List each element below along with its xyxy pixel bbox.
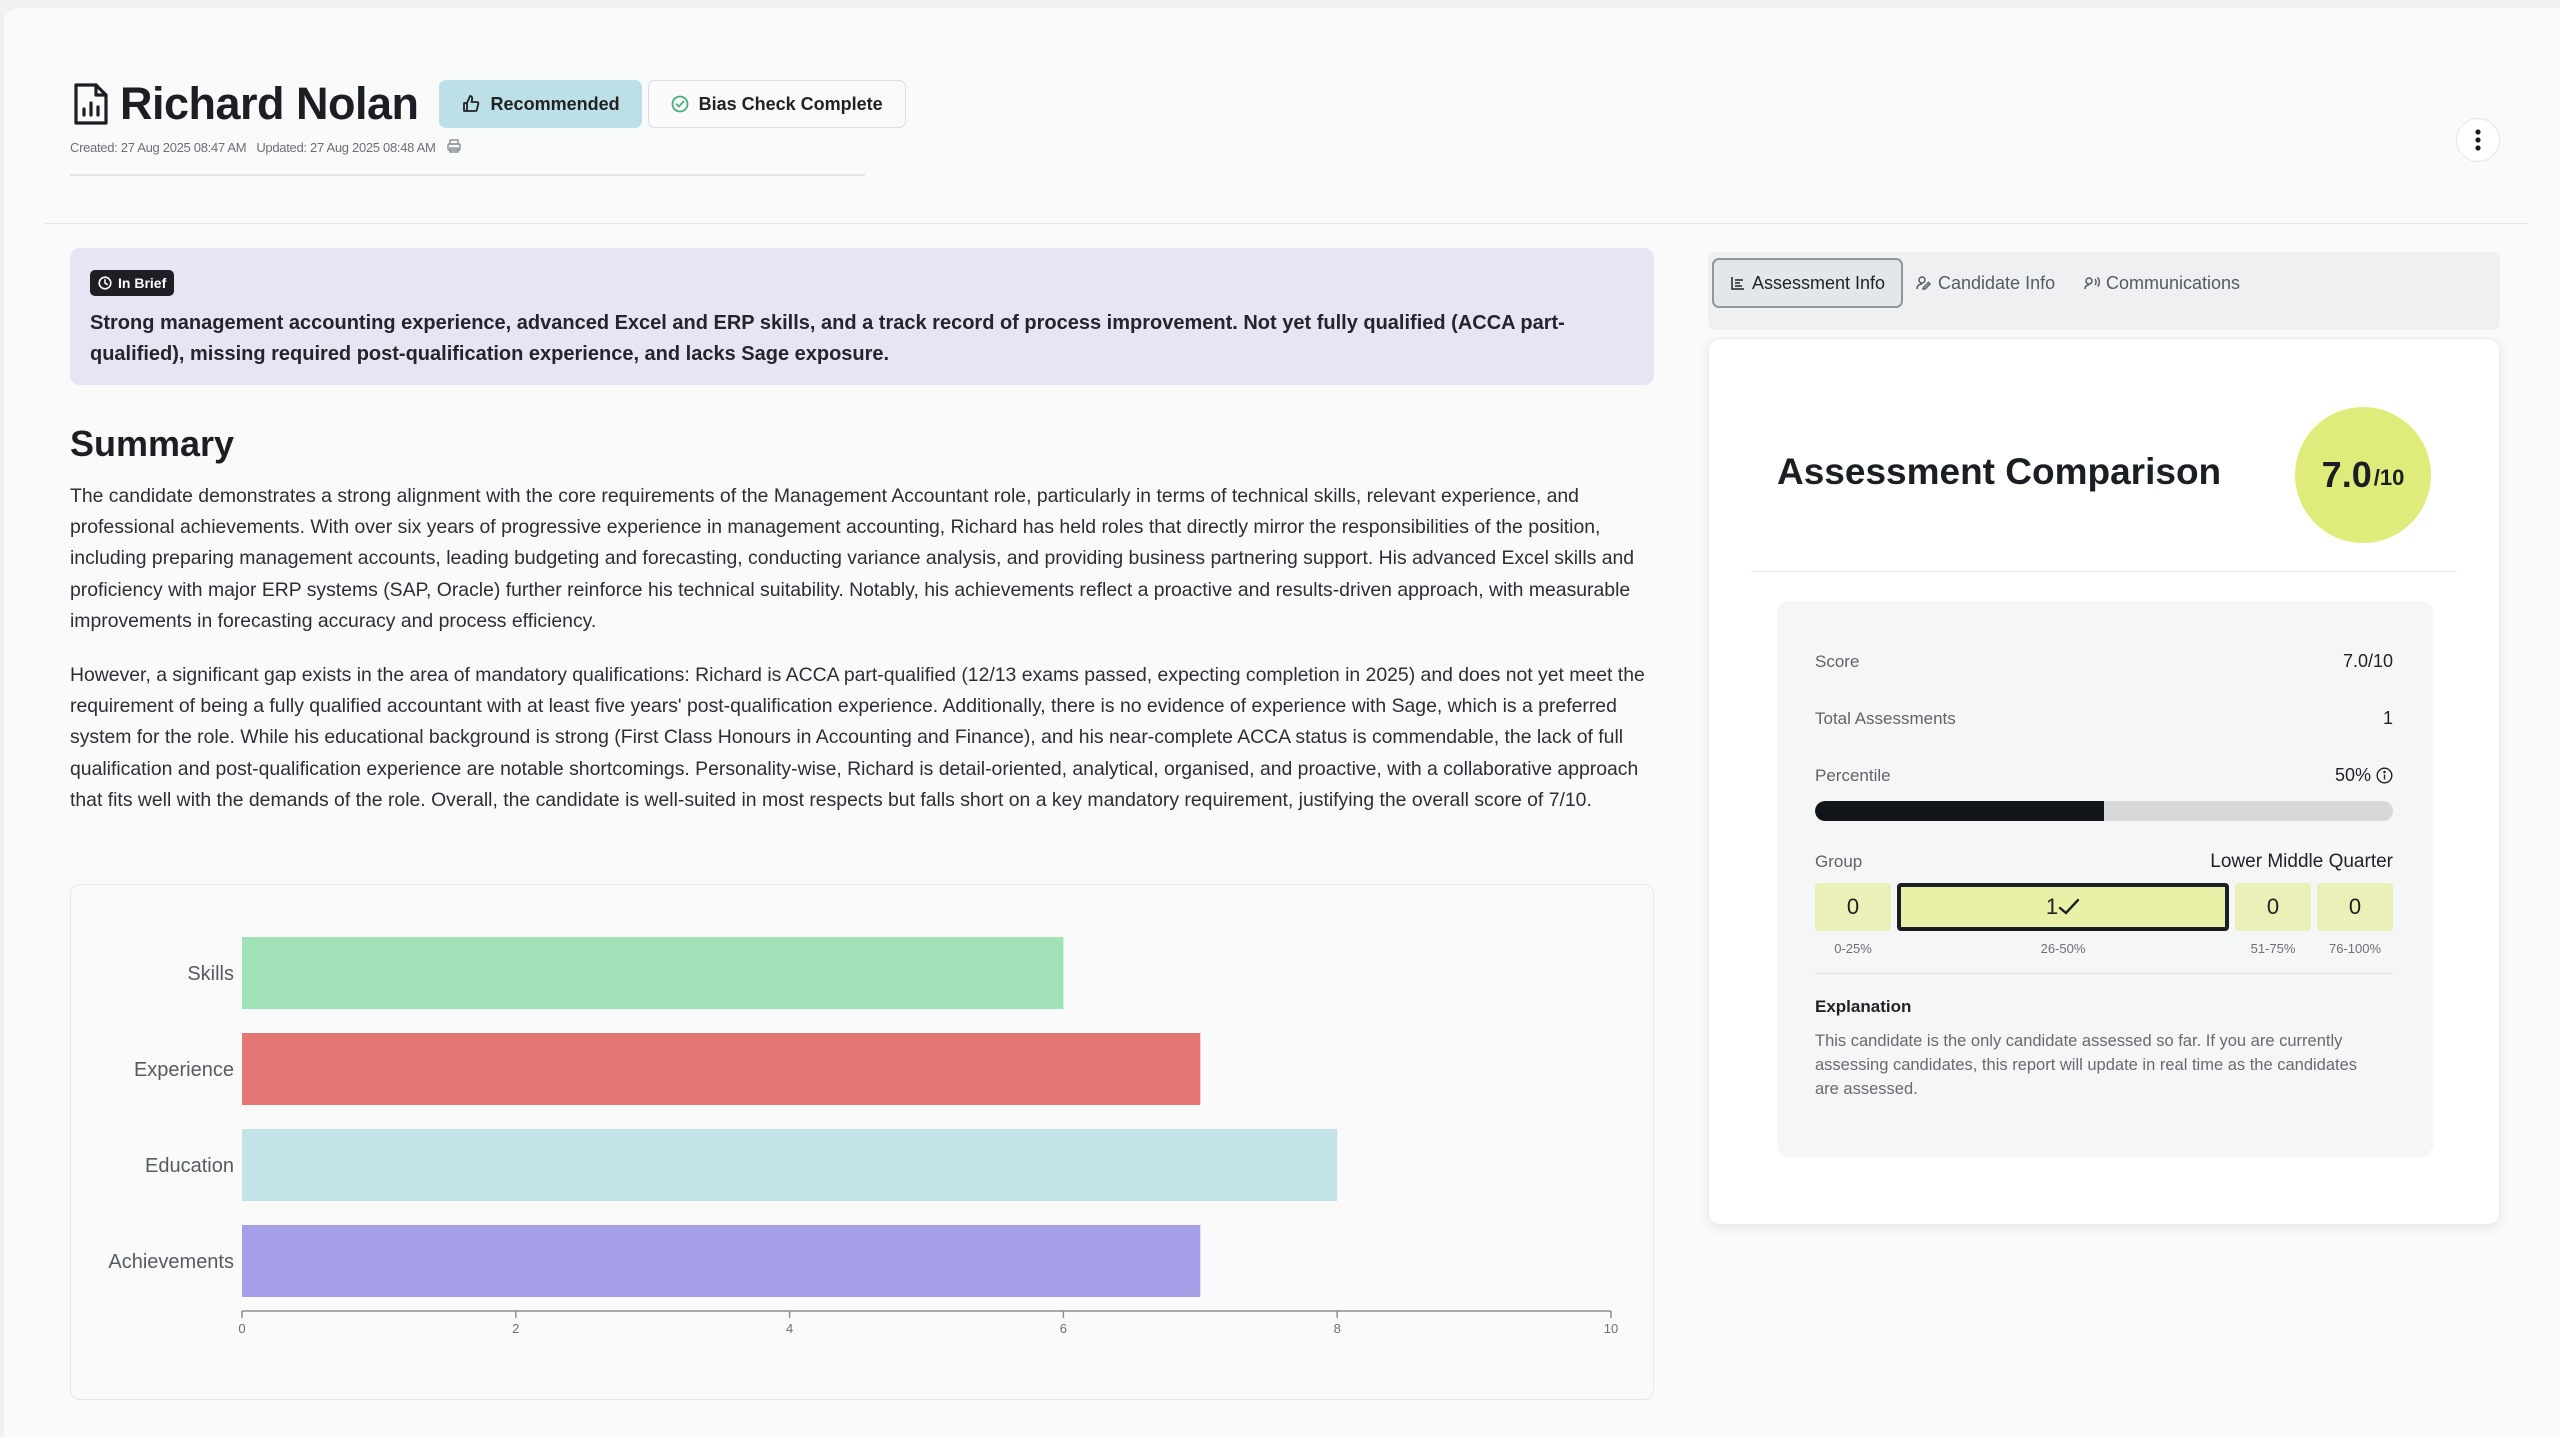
total-assessments-row	[1815, 708, 2393, 729]
tab-assessment-info[interactable]	[1712, 258, 1903, 308]
x-tick-label-6: 6	[1059, 1321, 1068, 1336]
group-box-q2	[1897, 883, 2229, 931]
bias-check-badge	[648, 80, 906, 128]
tab-candidate-info-label: Candidate Info	[1938, 272, 2056, 293]
checkmark-icon	[2058, 898, 2080, 916]
assessment-comparison-card	[1708, 338, 2500, 1225]
header-underline	[70, 174, 865, 176]
group-value: Lower Middle Quarter	[2210, 851, 2393, 872]
in-brief-text: Strong management accounting experience, advanced Excel and ERP skills, and a track record of process improvement. Not yet fully qualified (ACCA part-qualified), missing required post-qualification experience, and lacks Sage exposure.	[90, 312, 1565, 365]
percentile-label: Percentile	[1815, 765, 1891, 785]
total-assessments-value: 1	[2382, 708, 2393, 728]
card-divider	[1751, 571, 2457, 572]
user-edit-icon	[1916, 275, 1932, 291]
explanation-heading: Explanation	[1815, 997, 1912, 1016]
group-range-q4: 76-100%	[2328, 941, 2382, 956]
group-count-q1: 0	[1846, 894, 1860, 919]
group-label: Group	[1815, 852, 1863, 871]
report-document-icon	[70, 81, 110, 127]
group-range-q2: 26-50%	[2040, 941, 2086, 956]
group-range-q1: 0-25%	[1834, 941, 1872, 956]
overall-score-value: 7.0	[2321, 454, 2372, 495]
bar-skills	[242, 937, 1063, 1009]
clock-icon	[98, 276, 112, 290]
explanation-divider	[1815, 973, 2393, 974]
group-count-q2: 1	[2045, 894, 2059, 919]
percentile-value: 50%	[2334, 765, 2371, 785]
assessment-stats-panel	[1777, 601, 2433, 1157]
group-box-q4	[2317, 883, 2393, 931]
category-label-achievements: Achievements	[108, 1251, 234, 1273]
overall-score-max: /10	[2373, 465, 2405, 490]
score-value: 7.0/10	[2342, 651, 2393, 671]
report-header	[70, 78, 906, 157]
total-assessments-label: Total Assessments	[1815, 708, 1956, 728]
page-title: Richard Nolan	[120, 78, 419, 129]
x-tick-label-0: 0	[238, 1321, 246, 1336]
more-options-button[interactable]	[2456, 118, 2500, 162]
group-row	[1815, 851, 2393, 873]
group-range-q3: 51-75%	[2250, 941, 2296, 956]
score-row	[1815, 651, 2393, 672]
bar-experience	[242, 1033, 1200, 1105]
voice-icon	[2084, 275, 2100, 291]
explanation-text: This candidate is the only candidate assessed so far. If you are currently assessing candidates, this report will update in real time as the candidates are assessed.	[1815, 1032, 2358, 1098]
info-icon[interactable]	[2376, 767, 2393, 784]
recommended-badge	[439, 80, 642, 128]
bar-achievements	[242, 1225, 1200, 1297]
bias-check-label: Bias Check Complete	[698, 93, 883, 114]
in-brief-panel	[70, 248, 1654, 385]
more-vertical-icon	[2475, 128, 2481, 152]
percentile-bar-fill	[1815, 801, 2104, 821]
score-label: Score	[1815, 651, 1860, 671]
summary-paragraph-2: However, a significant gap exists in the area of mandatory qualifications: Richard is ACCA part-qualified (12/13 exams passed, expecting completion in 2025) and does not yet meet the requirement of being a fully qualified accountant with at least five years' post-qualification experience. Additionally, there is no evidence of experience with Sage, which is a preferred system for the role. While his educational background is strong (First Class Honours in Accounting and Finance), and his near-complete ACCA status is commendable, the lack of full qualification and post-qualification experience are notable shortcomings. Personality-wise, Richard is detail-oriented, analytical, organised, and proactive, with a collaborative approach that fits well with the demands of the role. Overall, the candidate is well-suited in most respects but falls short on a key mandatory requirement, justifying the overall score of 7/10.	[70, 664, 1645, 811]
score-breakdown-chart	[70, 884, 1654, 1400]
group-box-q1	[1815, 883, 1891, 931]
header-divider	[44, 223, 2529, 224]
percentile-bar	[1815, 801, 2393, 821]
in-brief-tag	[90, 270, 174, 296]
created-timestamp: Created: 27 Aug 2025 08:47 AM	[70, 140, 247, 155]
print-icon[interactable]	[446, 138, 462, 157]
x-tick-label-10: 10	[1603, 1321, 1619, 1336]
group-box-q3	[2235, 883, 2311, 931]
assessment-title: Assessment Comparison	[1777, 451, 2222, 492]
summary-heading: Summary	[70, 423, 235, 464]
check-circle-icon	[671, 95, 689, 113]
category-label-education: Education	[145, 1155, 234, 1177]
group-count-q3: 0	[2266, 894, 2280, 919]
tab-assessment-info-label: Assessment Info	[1752, 272, 1886, 293]
summary-paragraph-1: The candidate demonstrates a strong alignment with the core requirements of the Management Accountant role, particularly in terms of technical skills, relevant experience, and professional achievements. With over six years of progressive experience in management accounting, Richard has held roles that directly mirror the responsibilities of the position, including preparing management accounts, leading budgeting and forecasting, conducting variance analysis, and providing business partnering support. His advanced Excel skills and proficiency with major ERP systems (SAP, Oracle) further reinforce his technical suitability. Notably, his achievements reflect a proactive and results-driven approach, with measurable improvements in forecasting accuracy and process efficiency.	[70, 485, 1635, 632]
bar-chart-icon	[1730, 275, 1746, 291]
chart-svg	[71, 885, 1655, 1401]
page	[4, 8, 2560, 1437]
updated-timestamp: Updated: 27 Aug 2025 08:48 AM	[256, 140, 436, 155]
x-tick-label-4: 4	[785, 1321, 794, 1336]
category-label-skills: Skills	[187, 963, 234, 985]
recommended-label: Recommended	[490, 93, 620, 114]
tab-communications[interactable]	[2068, 258, 2256, 308]
group-count-q4: 0	[2348, 894, 2362, 919]
tab-candidate-info[interactable]	[1900, 258, 2071, 308]
in-brief-label: In Brief	[118, 275, 167, 291]
x-tick-label-2: 2	[512, 1321, 520, 1336]
tab-communications-label: Communications	[2106, 272, 2241, 293]
bar-education	[242, 1129, 1337, 1201]
category-label-experience: Experience	[133, 1059, 234, 1081]
percentile-row	[1815, 765, 2393, 786]
overall-score-badge	[2295, 407, 2431, 543]
x-tick-label-8: 8	[1333, 1321, 1341, 1336]
thumbs-up-icon	[461, 94, 481, 114]
